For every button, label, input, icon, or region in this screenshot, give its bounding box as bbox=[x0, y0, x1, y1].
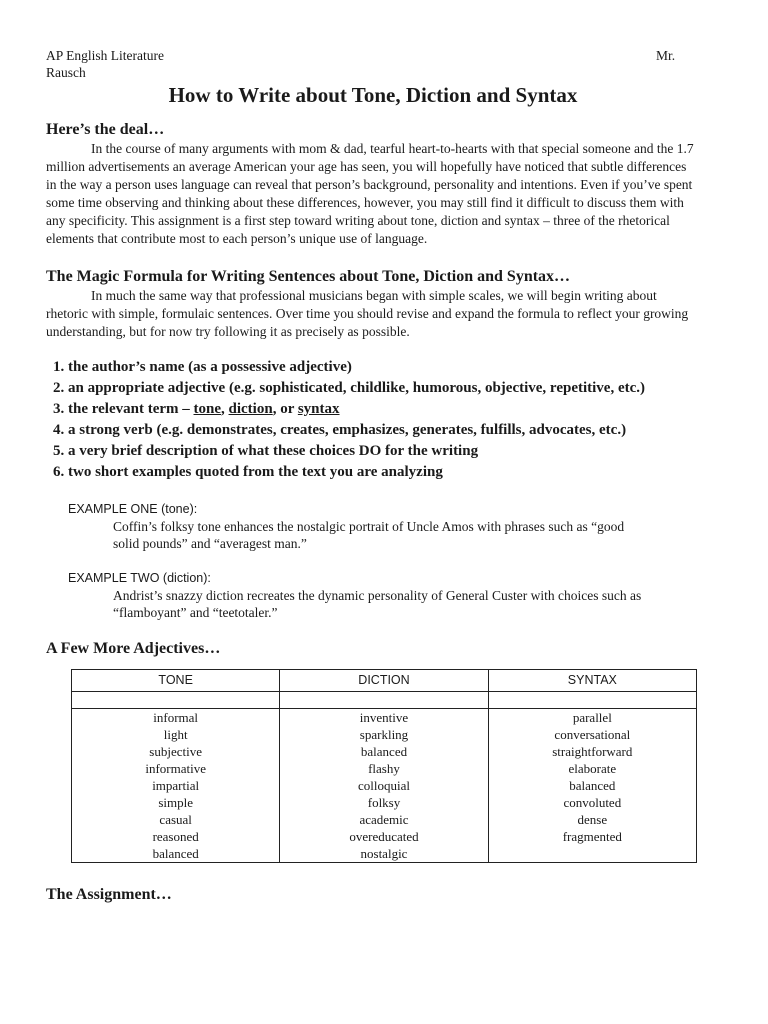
table-cell: parallel bbox=[488, 709, 696, 727]
table-row bbox=[72, 777, 697, 794]
table-cell: subjective bbox=[72, 743, 280, 760]
formula-item: 4. a strong verb (e.g. demonstrates, creates, emphasizes, generates, fulfills, advocates, etc.) bbox=[68, 420, 700, 441]
table-row bbox=[72, 692, 697, 709]
table-cell bbox=[72, 692, 280, 709]
adjectives-table bbox=[71, 669, 697, 863]
table-header-row bbox=[72, 670, 697, 692]
formula-paragraph: In much the same way that professional musicians began with simple scales, we will begin writing about rhetoric with simple, formulaic sentences. Over time you should revise and expand the formula to reflect your growing understanding, but for now try following it as precisely as possible. bbox=[46, 288, 689, 339]
deal-paragraph: In the course of many arguments with mom & dad, tearful heart-to-hearts with that special someone and the 1.7 million advertisements an average American your age has seen, you will hopefully have noticed that subtle differences in the way a person uses language can reveal that person’s background, personality and intentions. Even if you’ve spent some time observing and thinking about these differences, however, you may still find it difficult to discuss them with any specificity. This assignment is a first step toward writing about tone, diction and syntax – three of the rhetorical elements that contribute most to each person’s unique use of language. bbox=[46, 141, 694, 246]
table-cell bbox=[280, 692, 488, 709]
terms-separator: , bbox=[221, 401, 229, 417]
table-row bbox=[72, 743, 697, 760]
table-cell: inventive bbox=[280, 709, 488, 727]
table-cell: conversational bbox=[488, 726, 696, 743]
term-syntax: syntax bbox=[297, 401, 340, 417]
header-line bbox=[46, 47, 700, 64]
formula-item: 5. a very brief description of what these choices DO for the writing bbox=[68, 441, 700, 462]
formula-item: 1. the author’s name (as a possessive adjective) bbox=[68, 357, 700, 378]
example-two-text: Andrist’s snazzy diction recreates the dynamic personality of General Custer with choices such as “flamboyant” and “teetotaler.” bbox=[113, 588, 642, 620]
table-cell bbox=[488, 845, 696, 863]
formula-item: 2. an appropriate adjective (e.g. sophisticated, childlike, humorous, objective, repetitive, etc.) bbox=[68, 378, 700, 399]
formula-heading: The Magic Formula for Writing Sentences about Tone, Diction and Syntax… bbox=[46, 268, 571, 285]
column-header-diction: DICTION bbox=[280, 670, 488, 692]
table-cell: fragmented bbox=[488, 828, 696, 845]
table-cell: sparkling bbox=[280, 726, 488, 743]
deal-heading: Here’s the deal… bbox=[46, 121, 165, 138]
table-cell: simple bbox=[72, 794, 280, 811]
formula-list bbox=[46, 357, 700, 483]
table-row bbox=[72, 811, 697, 828]
table-cell: light bbox=[72, 726, 280, 743]
table-row bbox=[72, 794, 697, 811]
table-cell: colloquial bbox=[280, 777, 488, 794]
table-cell: balanced bbox=[488, 777, 696, 794]
page-title: How to Write about Tone, Diction and Syntax bbox=[168, 83, 578, 107]
example-one-label: EXAMPLE ONE (tone): bbox=[68, 502, 198, 516]
table-cell: convoluted bbox=[488, 794, 696, 811]
teacher-prefix: Mr. bbox=[656, 48, 676, 63]
table-cell: informal bbox=[72, 709, 280, 727]
column-header-tone: TONE bbox=[72, 670, 280, 692]
table-row bbox=[72, 709, 697, 727]
table-cell: impartial bbox=[72, 777, 280, 794]
terms-separator: , or bbox=[272, 401, 298, 417]
formula-item-terms bbox=[68, 399, 700, 420]
table-cell: balanced bbox=[72, 845, 280, 863]
table-cell: straightforward bbox=[488, 743, 696, 760]
table-cell: informative bbox=[72, 760, 280, 777]
table-row bbox=[72, 828, 697, 845]
table-cell: flashy bbox=[280, 760, 488, 777]
table-cell bbox=[488, 692, 696, 709]
teacher-name: Rausch bbox=[46, 65, 86, 80]
table-cell: balanced bbox=[280, 743, 488, 760]
table-cell: elaborate bbox=[488, 760, 696, 777]
table-row bbox=[72, 726, 697, 743]
table-cell: folksy bbox=[280, 794, 488, 811]
formula-item: 6. two short examples quoted from the text you are analyzing bbox=[68, 462, 700, 483]
column-header-syntax: SYNTAX bbox=[488, 670, 696, 692]
adjectives-heading: A Few More Adjectives… bbox=[46, 640, 221, 657]
course-name: AP English Literature bbox=[46, 48, 164, 63]
table-cell: reasoned bbox=[72, 828, 280, 845]
terms-prefix: the relevant term – bbox=[68, 401, 194, 417]
table-cell: overeducated bbox=[280, 828, 488, 845]
table-cell: nostalgic bbox=[280, 845, 488, 863]
example-one-text: Coffin’s folksy tone enhances the nostalgic portrait of Uncle Amos with phrases such as “good solid pounds” and “averagest man.” bbox=[113, 519, 625, 551]
table-cell: casual bbox=[72, 811, 280, 828]
table-cell: dense bbox=[488, 811, 696, 828]
term-tone: tone bbox=[193, 401, 222, 417]
example-two-label: EXAMPLE TWO (diction): bbox=[68, 571, 211, 585]
document-page bbox=[46, 47, 700, 905]
table-row bbox=[72, 845, 697, 863]
table-row bbox=[72, 760, 697, 777]
term-diction: diction bbox=[228, 401, 273, 417]
assignment-heading: The Assignment… bbox=[46, 886, 172, 903]
table-cell: academic bbox=[280, 811, 488, 828]
